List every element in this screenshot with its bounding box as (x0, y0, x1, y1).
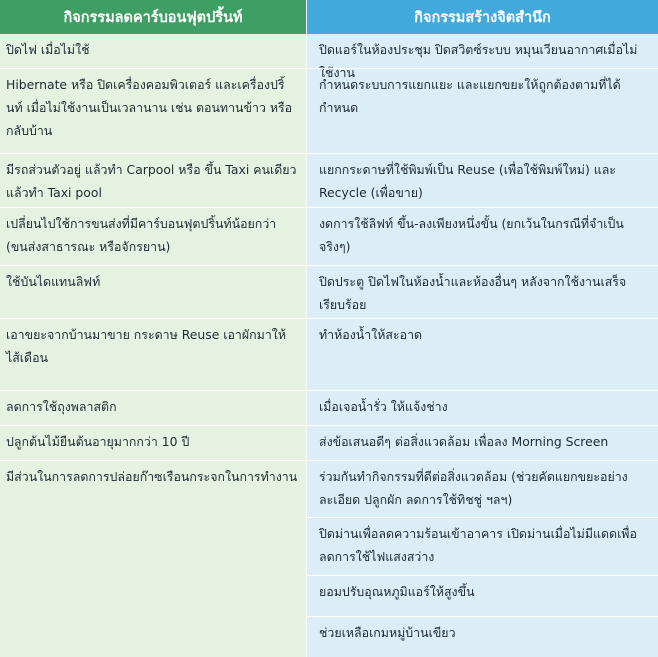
table-cell: ปิดไฟ เมื่อไม่ใช้ (6, 42, 90, 57)
table-cell: เปลี่ยนไปใช้การขนส่งที่มีคาร์บอนฟุตปริ้นท์น้อยกว่า (ขนส่งสาธารณะ หรือจักรยาน) (6, 216, 277, 254)
table-cell: ปิดแอร์ในห้องประชุม ปิดสวิตซ์ระบบ หมุนเวียนอากาศเมื่อไม่ใช้งาน (319, 42, 638, 80)
header-carbon-footprint: กิจกรรมลดคาร์บอนฟุตปริ้นท์ (0, 0, 307, 34)
table-cell: งดการใช้ลิฟท์ ขึ้น-ลงเพียงหนึ่งขั้น (ยกเว้นในกรณีที่จำเป็นจริงๆ) (319, 216, 624, 254)
table-cell: ปิดประตู ปิดไฟในห้องน้ำและห้องอื่นๆ หลังจากใช้งานเสร็จเรียบร้อย (319, 274, 627, 312)
table-cell: มีรถส่วนตัวอยู่ แล้วทำ Carpool หรือ ขึ้น Taxi คนเดียว แล้วทำ Taxi pool (6, 162, 297, 200)
table-cell: ส่งข้อเสนอดีๆ ต่อสิ่งแวดล้อม เพื่อลง Morning Screen (319, 434, 609, 449)
carbon-footprint-column (0, 34, 307, 657)
table-cell: เอาขยะจากบ้านมาขาย กระดาษ Reuse เอาผักมาให้ไส้เดือน (6, 327, 286, 365)
table-cell: ลดการใช้ถุงพลาสติก (6, 399, 117, 414)
table-cell: ปลูกต้นไม้ยืนต้นอายุมากกว่า 10 ปี (6, 434, 190, 449)
table-cell: แยกกระดาษที่ใช้พิมพ์เป็น Reuse (เพื่อใช้พิมพ์ใหม่) และ Recycle (เพื่อขาย) (319, 162, 616, 200)
table-cell: กำหนดระบบการแยกแยะ และแยกขยะให้ถูกต้องตามที่ได้กำหนด (319, 77, 621, 115)
table-cell: ใช้บันไดแทนลิฟท์ (6, 274, 101, 289)
table-cell: เมื่อเจอน้ำรั่ว ให้แจ้งช่าง (319, 399, 448, 414)
table-cell: ร่วมกันทำกิจกรรมที่ดีต่อสิ่งแวดล้อม (ช่วยคัดแยกขยะอย่างละเอียด ปลูกผัก ลดการใช้ทิชชู่ ฯลฯ) (319, 469, 628, 507)
table-cell: Hibernate หรือ ปิดเครื่องคอมพิวเตอร์ และเครื่องปริ้นท์ เมื่อไม่ใช้งานเป็นเวลานาน เช่น ตอนทานข้าว หรือกลับบ้าน (6, 77, 293, 138)
table-cell: ช่วยเหลือเกมหมู่บ้านเขียว (319, 625, 456, 640)
header-awareness: กิจกรรมสร้างจิตสำนึก (307, 0, 658, 34)
table-cell: มีส่วนในการลดการปล่อยก๊าซเรือนกระจกในการทำงาน (6, 469, 298, 484)
awareness-column (307, 34, 658, 657)
table-cell: ทำห้องน้ำให้สะอาด (319, 327, 423, 342)
table-cell: ปิดม่านเพื่อลดความร้อนเข้าอาคาร เปิดม่านเมื่อไม่มีแดดเพื่อลดการใช้ไฟแสงสว่าง (319, 526, 637, 564)
table-cell: ยอมปรับอุณหภูมิแอร์ให้สูงขึ้น (319, 584, 475, 599)
